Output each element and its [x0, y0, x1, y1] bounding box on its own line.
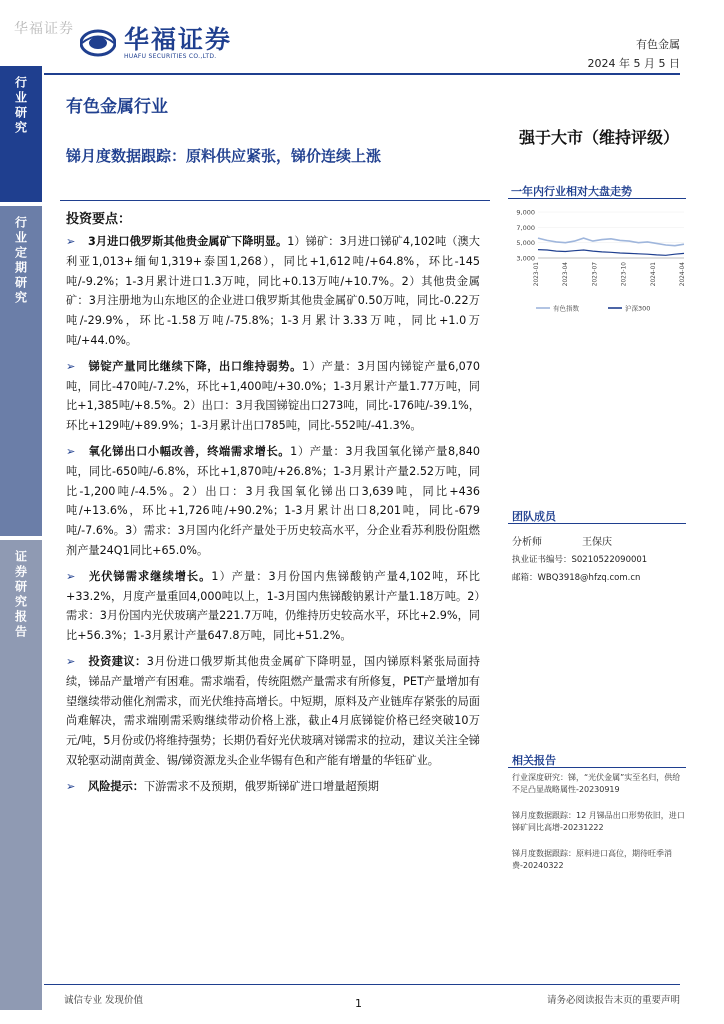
watermark: 华福证券 [14, 21, 74, 37]
series-line-csi300 [538, 250, 684, 256]
analyst-role: 分析师 [512, 537, 542, 548]
header-date: 2024 年 5 月 5 日 [587, 57, 680, 70]
bullet-item [66, 442, 480, 561]
bullet-head: 风险提示： [88, 779, 144, 793]
title-divider [60, 200, 490, 201]
y-tick-label: 7,000 [516, 223, 535, 232]
bullet-body: 下游需求不及预期，俄罗斯锑矿进口增量超预期 [143, 779, 379, 793]
sidebar-section-report: 证券研究报告 [0, 540, 42, 1010]
arrow-icon: ➢ [66, 654, 76, 668]
sidebar-section-industry-research: 行业研究 [0, 66, 42, 202]
y-tick-label: 5,000 [516, 239, 535, 248]
chart-title-divider [508, 198, 686, 199]
industry-title: 有色金属行业 [66, 97, 168, 117]
x-tick-label: 2024-04 [680, 262, 686, 287]
brand-name-en: HUAFU SECURITIES CO.,LTD. [124, 53, 217, 60]
report-title: 锑月度数据跟踪：原料供应紧张，锑价连续上涨 [66, 147, 382, 165]
analyst-name: 王保庆 [582, 537, 612, 548]
arrow-icon: ➢ [66, 779, 76, 793]
relative-performance-chart [506, 204, 690, 316]
cert-number: 执业证书编号：S0210522090001 [512, 555, 648, 565]
team-divider [508, 523, 686, 524]
related-heading: 相关报告 [512, 754, 556, 767]
bullet-item [66, 232, 480, 351]
x-tick-label: 2024-01 [650, 262, 657, 287]
legend-label: 沪深300 [625, 304, 651, 313]
huafu-logo-icon [80, 26, 116, 60]
arrow-icon: ➢ [66, 235, 76, 248]
related-report-link[interactable]: 行业深度研究：锑，“光伏金属”实至名归，供给不足凸显战略属性-20230919 [512, 773, 681, 794]
bullet-head: 氧化锑出口小幅改善，终端需求增长。 [88, 444, 291, 458]
arrow-icon: ➢ [66, 359, 76, 373]
related-report-link[interactable]: 锑月度数据跟踪：12 月锑品出口形势依旧，进口锑矿同比高增-20231222 [512, 811, 685, 832]
bullet-item [66, 777, 480, 797]
arrow-icon: ➢ [66, 569, 76, 583]
bullet-head: 锑锭产量同比继续下降，出口维持弱势。 [88, 359, 303, 373]
y-tick-label: 9,000 [516, 208, 535, 217]
footer-divider [44, 984, 680, 985]
brand-name-cn: 华福证券 [124, 25, 233, 54]
bullet-head: 3月进口俄罗斯其他贵金属矿下降明显。 [88, 235, 288, 248]
team-heading: 团队成员 [512, 510, 556, 523]
x-tick-label: 2023-10 [621, 262, 628, 287]
sidebar [0, 66, 42, 1010]
related-report-link[interactable]: 锑月度数据跟踪：原料进口高位，期待旺季消费-20240322 [512, 849, 672, 870]
bullet-body: 1）锑矿：3月进口锑矿4,102吨（澳大利亚1,013+缅甸1,319+泰国1,268），同比+1,612吨/+64.8%，环比-145吨/-9.2%；1-3月累计进口1.3万吨，同比+0.13万吨/+10.7%。2）其他贵金属矿：3月注册地为山东地区的企业进口俄罗斯其他贵金属矿0.50万吨，同比-0.22万吨/-29.9%，环比-1.58万吨/-75.8%；1-3月累计3.33万吨，同比+1.0万吨/+44.0%。 [66, 235, 480, 347]
series-line-nonferrous-index [538, 238, 684, 246]
x-tick-label: 2023-04 [563, 262, 570, 287]
x-tick-label: 2023-01 [534, 262, 540, 287]
legend-label: 有色指数 [553, 304, 579, 313]
sidebar-section-periodic-research: 行业定期研究 [0, 206, 42, 536]
bullet-item [66, 567, 480, 646]
footer-disclaimer: 请务必阅读报告末页的重要声明 [546, 995, 680, 1006]
arrow-icon: ➢ [66, 444, 76, 458]
rating: 强于大市（维持评级） [519, 128, 680, 147]
email[interactable]: 邮箱：WBQ3918@hfzq.com.cn [512, 573, 641, 583]
header-divider [44, 73, 680, 75]
header-category: 有色金属 [636, 38, 680, 51]
bullet-body: 1）产量：3月我国氧化锑产量8,840吨，同比-650吨/-6.8%，环比+1,870吨/+26.8%；1-3月累计产量2.52万吨，同比-1,200吨/-4.5%。2）出口：3月我国氧化锑出口3,639吨，同比+436吨/+13.6%，环比+1,726吨/+90.2%；1-3月累计出口8,201吨，同比-679吨/-7.6%。3）需求：3月国内化纤产量处于历史较高水平，分企业看苏利股份阻燃剂产量24Q1同比+65.0%。 [66, 444, 480, 557]
bullet-head: 光伏锑需求继续增长。 [88, 569, 212, 583]
bullet-body: 1）产量：3月份国内焦锑酸钠产量4,102吨，环比+33.2%，月度产量重回4,000吨以上，1-3月国内焦锑酸钠累计产量1.18万吨。2）需求：3月份国内光伏玻璃产量221.7万吨，仍维持历史较高水平，环比+2.9%，同比+56.3%；1-3月累计产量647.8万吨，同比+51.2%。 [66, 569, 480, 643]
bullet-item [66, 357, 480, 436]
bullet-head: 投资建议： [88, 654, 147, 668]
analyst-row [512, 533, 612, 548]
y-tick-label: 3,000 [516, 254, 535, 263]
bullet-item [66, 652, 480, 771]
summary-heading: 投资要点： [66, 212, 132, 227]
summary-bullets [66, 232, 480, 803]
chart-title: 一年内行业相对大盘走势 [511, 185, 632, 198]
footer-slogan: 诚信专业 发现价值 [64, 995, 144, 1006]
page-number: 1 [355, 997, 362, 1010]
bullet-body: 1）产量：3月国内锑锭产量6,070吨，同比-470吨/-7.2%，环比+1,400吨/+30.0%；1-3月累计产量1.77万吨，同比+1,385吨/+8.5%。2）出口：3月我国锑锭出口273吨，同比-176吨/-39.1%，环比+129吨/+89.9%；1-3月累计出口785吨，同比-552吨/-41.3%。 [66, 359, 480, 433]
related-divider [508, 767, 686, 768]
bullet-body: 3月份进口俄罗斯其他贵金属矿下降明显，国内锑原料紧张局面持续，锑品产量增产有困难。需求端看，传统阻燃产量需求有所修复，PET产量增加有望继续带动催化剂需求，而光伏维持高增长。中短期，原料及产业链库存紧张的局面尚难解决，需求端刚需采购继续带动价格上涨，截止4月底锑锭价格已经突破10万元/吨，5月份或仍将维持强势；长期仍看好光伏玻璃对锑需求的拉动，建议关注全锑双轮驱动湖南黄金、锡/锑资源龙头企业华锡有色和产能有增量的华钰矿业。 [66, 654, 480, 767]
x-tick-label: 2023-07 [592, 262, 599, 287]
